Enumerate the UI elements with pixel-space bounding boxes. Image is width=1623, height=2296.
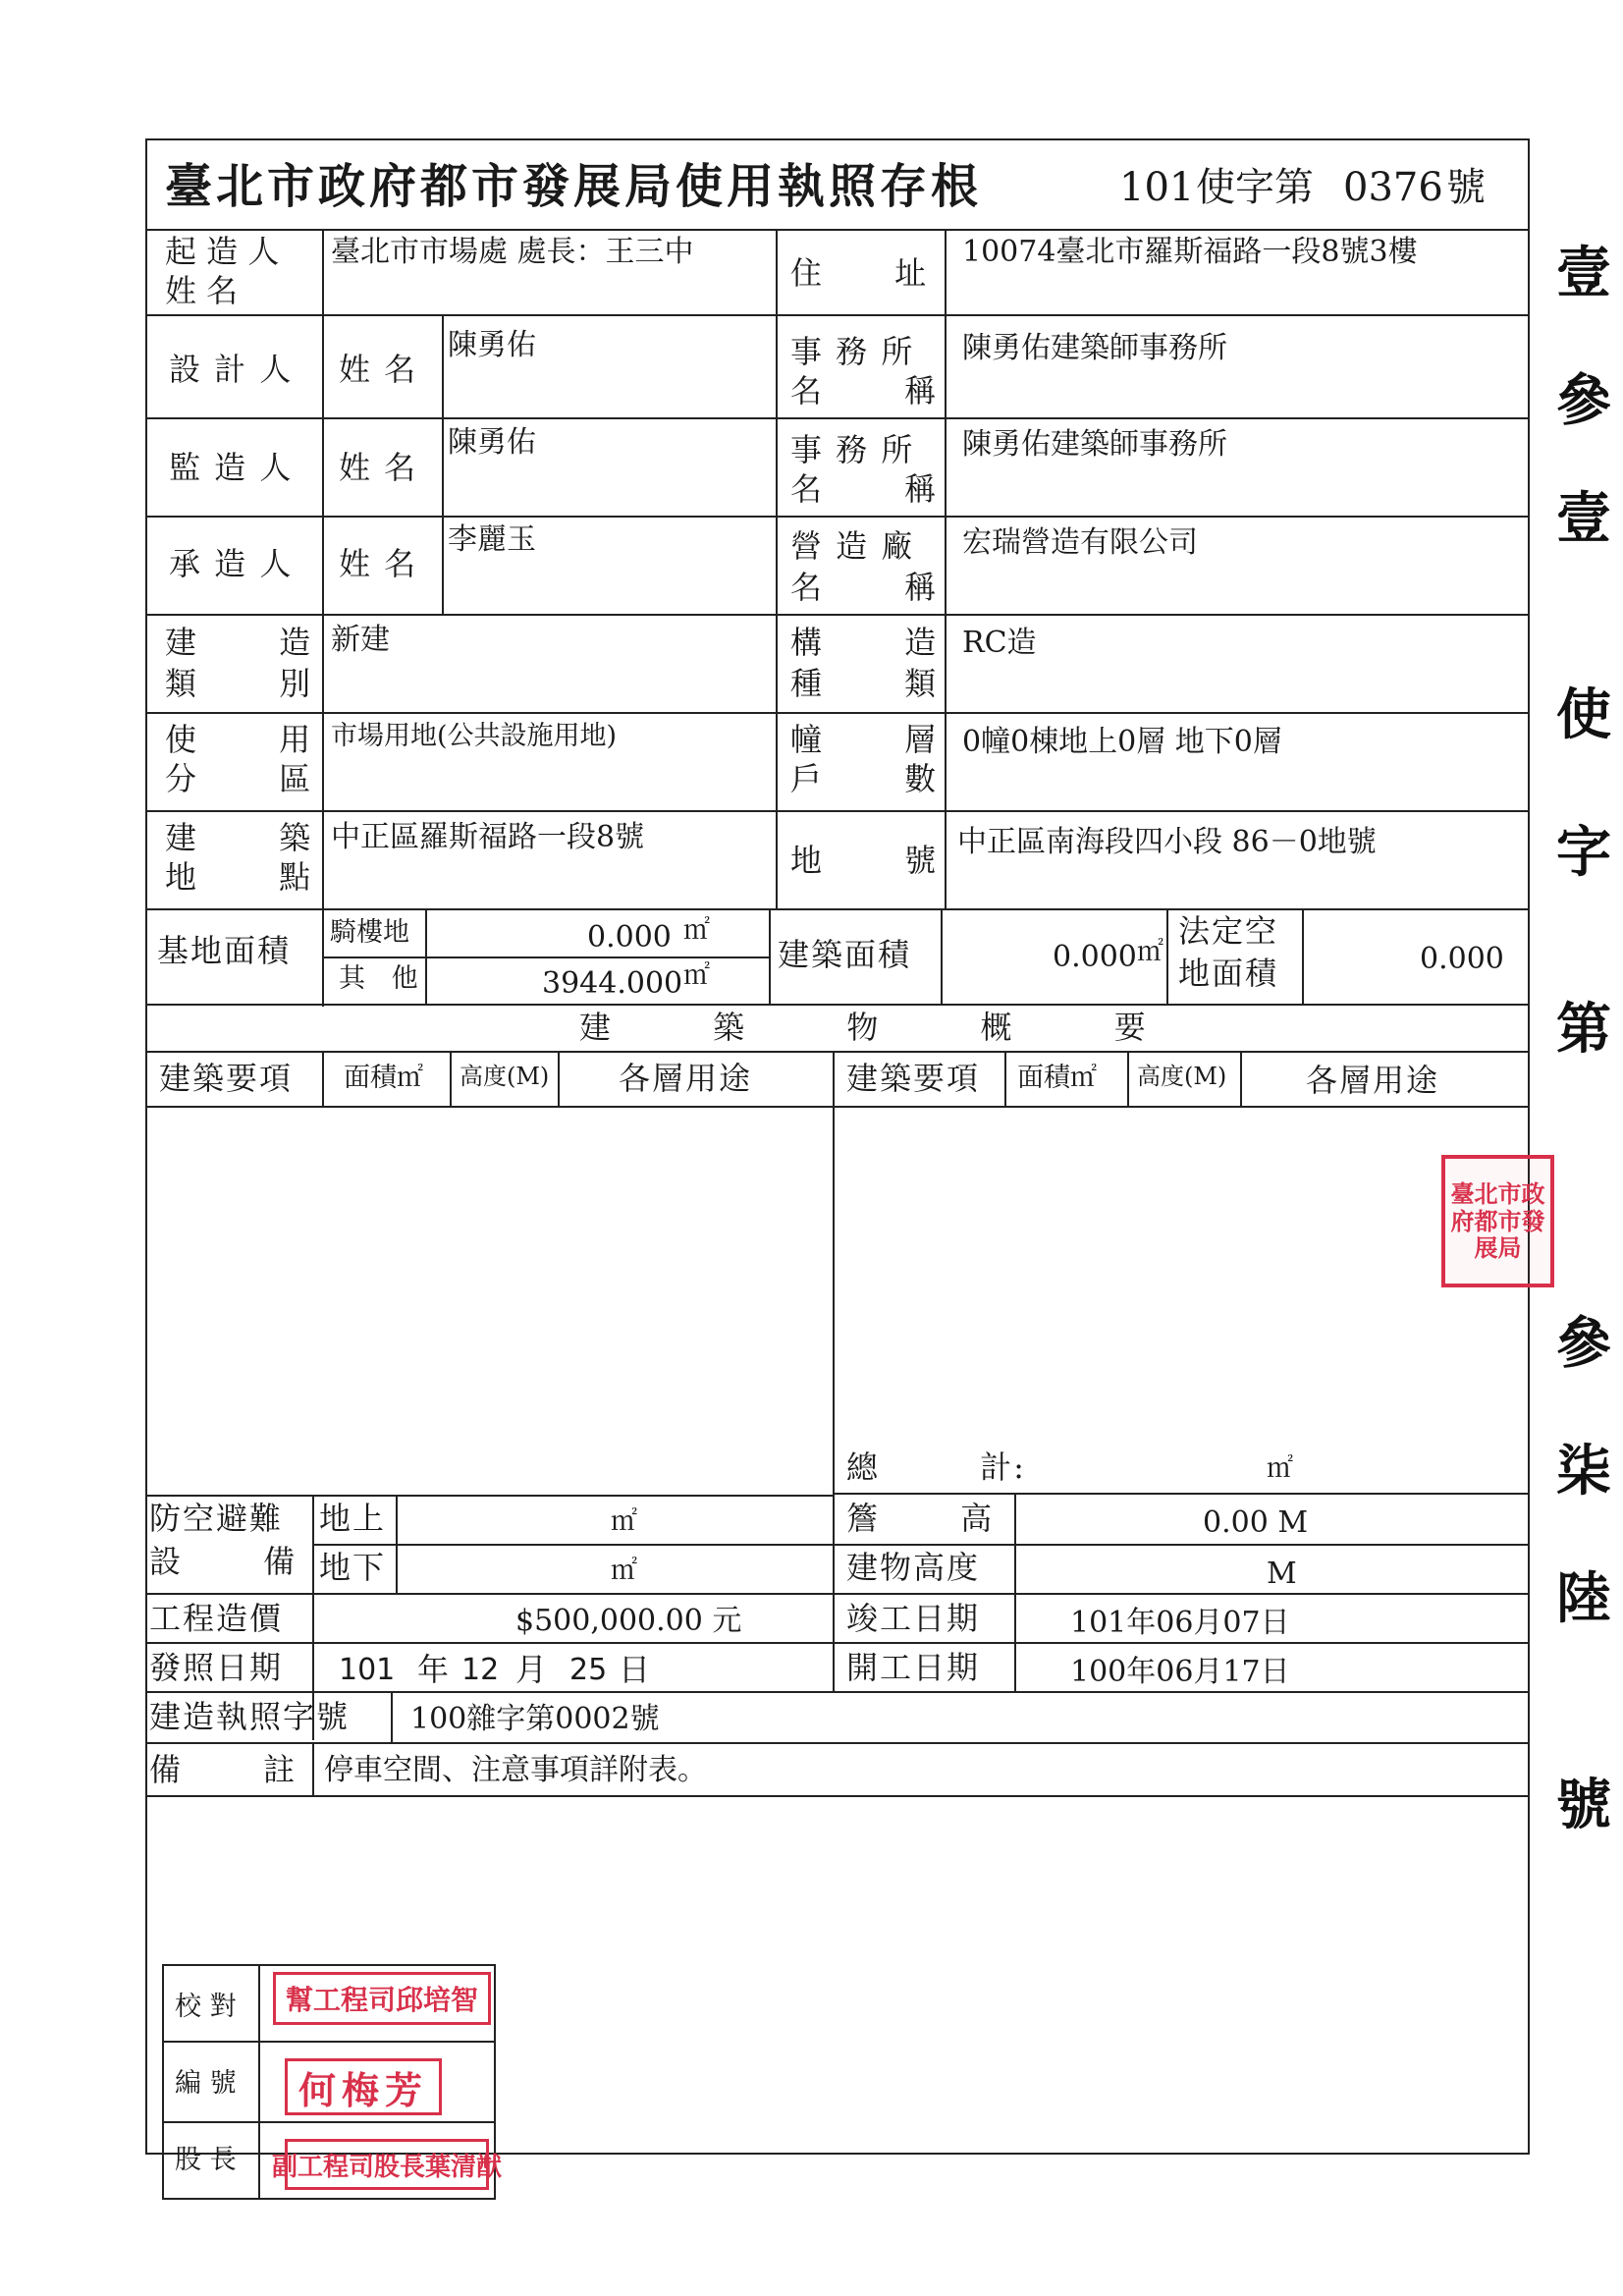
issue-day-unit: 日 — [619, 1651, 653, 1688]
row-divider — [145, 1106, 1530, 1108]
permit-number-value: 100雜字第0002號 — [410, 1702, 660, 1736]
structure-label-2: 種 類 — [790, 665, 939, 702]
row-divider — [145, 1051, 1530, 1053]
designer-name-label: 姓 名 — [339, 351, 418, 388]
permit-year: 101 — [1119, 165, 1195, 210]
col-height-right: 高度(M) — [1137, 1063, 1227, 1090]
official-seal: 臺北市政府都市發展局 — [1441, 1155, 1554, 1287]
row-divider — [145, 712, 1530, 714]
col-use-right: 各層用途 — [1306, 1062, 1440, 1099]
structure-value: RC造 — [962, 626, 1037, 660]
row-divider — [145, 614, 1530, 616]
issue-year: 101 — [339, 1653, 396, 1687]
row-divider — [162, 2041, 496, 2043]
supervisor-office-label-2: 名 稱 — [790, 470, 939, 508]
col-divider — [558, 1051, 560, 1106]
row-divider — [145, 810, 1530, 812]
row-divider — [833, 1493, 1530, 1495]
contractor-label: 承 造 人 — [169, 545, 294, 582]
lot-label: 地 號 — [790, 842, 939, 879]
eave-value: 0.00 M — [1203, 1505, 1309, 1540]
col-height-left: 高度(M) — [460, 1063, 550, 1090]
col-divider — [833, 1051, 835, 1691]
contractor-firm: 宏瑞營造有限公司 — [962, 525, 1198, 560]
location-label-2: 地 點 — [165, 858, 313, 896]
edge-char: 參 — [1556, 368, 1611, 433]
form-title: 臺北市政府都市發展局使用執照存根 — [165, 159, 983, 214]
cost-label: 工程造價 — [149, 1600, 284, 1637]
stamp-chief: 副工程司股長葉清猷 — [285, 2139, 489, 2190]
location-value: 中正區羅斯福路一段8號 — [331, 820, 645, 854]
arcade-label: 騎樓地 — [330, 917, 409, 948]
edge-char: 字 — [1556, 820, 1611, 885]
arcade-value: 0.000 — [587, 920, 672, 955]
note-value: 停車空間、注意事項詳附表。 — [324, 1753, 707, 1787]
applicant-value: 臺北市市場處 處長：王三中 — [331, 235, 694, 269]
edge-char: 號 — [1556, 1773, 1611, 1837]
permit-number-label: 建造執照字號 — [149, 1698, 351, 1735]
approval-label-number: 編 號 — [175, 2068, 237, 2099]
zoning-label: 使 用 — [165, 721, 313, 758]
edge-char: 壹 — [1556, 486, 1611, 551]
building-area-label: 建築面積 — [778, 936, 912, 973]
location-label: 建 築 — [165, 819, 313, 856]
col-divider — [1004, 1051, 1006, 1106]
contractor-firm-label-2: 名 稱 — [790, 569, 939, 606]
row-divider — [145, 1004, 1530, 1006]
row-divider — [145, 1795, 1530, 1797]
stamp-checker: 幫工程司邱培智 — [273, 1972, 491, 2025]
col-divider — [769, 908, 771, 1004]
floors-label-2: 戶 數 — [790, 760, 939, 797]
supervisor-name: 陳勇佑 — [448, 425, 536, 460]
contractor-name-label: 姓 名 — [339, 545, 418, 582]
col-divider — [442, 314, 444, 614]
edge-char: 柒 — [1556, 1439, 1611, 1503]
address-label: 住 址 — [790, 254, 929, 292]
applicant-label-2: 姓 名 — [165, 272, 239, 309]
col-item-left: 建築要項 — [159, 1060, 294, 1097]
build-type-label: 建 造 — [165, 624, 313, 661]
issue-year-unit: 年 — [417, 1651, 452, 1688]
zoning-label-2: 分 區 — [165, 760, 313, 797]
edge-char: 使 — [1556, 683, 1611, 747]
build-type-label-2: 類 別 — [165, 665, 313, 702]
col-divider — [322, 1051, 324, 1106]
start-label: 開工日期 — [846, 1649, 981, 1686]
floors-value: 0幢0棟地上0層 地下0層 — [962, 725, 1282, 759]
col-divider — [322, 229, 324, 1007]
approval-label-check: 校 對 — [175, 1992, 237, 2022]
other-label: 其 他 — [339, 963, 418, 994]
site-area-label: 基地面積 — [157, 932, 292, 969]
col-divider — [425, 908, 427, 1004]
col-divider — [1302, 908, 1304, 1004]
total-unit: ㎡ — [1267, 1453, 1293, 1484]
completion-label: 竣工日期 — [846, 1600, 981, 1637]
start-value: 100年06月17日 — [1070, 1655, 1290, 1689]
building-height-label: 建物高度 — [846, 1549, 981, 1586]
issue-month: 12 — [461, 1653, 500, 1687]
supervisor-label: 監 造 人 — [169, 449, 294, 486]
col-divider — [1127, 1051, 1129, 1106]
shelter-label: 防空避難 — [149, 1500, 284, 1537]
supervisor-name-label: 姓 名 — [339, 449, 418, 486]
stamp-numberer: 何梅芳 — [285, 2058, 442, 2115]
total-label: 總 計: — [846, 1449, 1026, 1486]
row-divider — [312, 1544, 1530, 1546]
shelter-above-unit: ㎡ — [611, 1506, 637, 1537]
cost-value: $500,000.00 元 — [515, 1604, 742, 1638]
issue-date-label: 發照日期 — [149, 1649, 284, 1686]
approval-label-chief: 股 長 — [175, 2145, 237, 2175]
row-divider — [145, 1495, 833, 1497]
zoning-value: 市場用地(公共設施用地) — [331, 721, 618, 751]
col-divider — [312, 1742, 314, 1795]
col-divider — [776, 229, 778, 908]
row-divider — [145, 516, 1530, 518]
col-use-left: 各層用途 — [619, 1060, 753, 1097]
applicant-label: 起 造 人 — [165, 233, 280, 270]
col-divider — [945, 229, 947, 908]
building-height-value: M — [1267, 1557, 1297, 1591]
col-divider — [1166, 908, 1168, 1004]
row-divider — [145, 1742, 1530, 1744]
eave-label: 簷 高 — [846, 1500, 995, 1537]
designer-name: 陳勇佑 — [448, 328, 536, 362]
address-value: 10074臺北市羅斯福路一段8號3樓 — [962, 235, 1418, 269]
summary-heading: 建 築 物 概 要 — [579, 1009, 1148, 1046]
open-space-label-2: 地面積 — [1178, 955, 1279, 992]
building-area-unit: ㎡ — [1137, 937, 1163, 967]
col-area-left: 面積㎡ — [344, 1063, 423, 1093]
row-divider — [162, 2121, 496, 2123]
col-divider — [396, 1495, 398, 1593]
permit-suffix: 號 — [1446, 165, 1486, 210]
col-divider — [450, 1051, 452, 1106]
contractor-name: 李麗玉 — [448, 522, 536, 557]
row-divider — [145, 229, 1530, 231]
designer-label: 設 計 人 — [169, 351, 294, 388]
permit-number: 0376 — [1343, 165, 1443, 210]
row-divider — [145, 908, 1530, 910]
open-space-value: 0.000 — [1420, 942, 1504, 976]
shelter-above-label: 地上 — [319, 1500, 387, 1537]
col-divider — [258, 1964, 260, 2200]
issue-day: 25 — [569, 1653, 608, 1687]
supervisor-office: 陳勇佑建築師事務所 — [962, 427, 1227, 462]
row-divider — [322, 957, 769, 958]
shelter-below-unit: ㎡ — [611, 1556, 637, 1586]
designer-office-label-2: 名 稱 — [790, 372, 939, 410]
col-divider — [941, 908, 943, 1004]
open-space-label: 法定空 — [1178, 912, 1279, 950]
edge-char: 壹 — [1556, 241, 1611, 305]
edge-char: 第 — [1556, 997, 1611, 1062]
col-item-right: 建築要項 — [846, 1060, 981, 1097]
designer-office-label: 事 務 所 — [790, 333, 915, 370]
col-divider — [1014, 1495, 1016, 1691]
lot-value: 中正區南海段四小段 86－0地號 — [957, 825, 1377, 859]
floors-label: 幢 層 — [790, 721, 939, 758]
shelter-label-2: 設 備 — [149, 1543, 298, 1580]
shelter-below-label: 地下 — [319, 1549, 387, 1586]
contractor-firm-label: 營 造 廠 — [790, 527, 915, 565]
structure-label: 構 造 — [790, 624, 939, 661]
row-divider — [145, 1593, 1530, 1595]
issue-month-unit: 月 — [515, 1651, 550, 1688]
col-area-right: 面積㎡ — [1017, 1063, 1097, 1093]
row-divider — [145, 314, 1530, 316]
edge-char: 陸 — [1556, 1566, 1611, 1631]
row-divider — [145, 1642, 1530, 1644]
designer-office: 陳勇佑建築師事務所 — [962, 331, 1227, 365]
arcade-unit: ㎡ — [683, 915, 710, 946]
completion-value: 101年06月07日 — [1070, 1606, 1290, 1640]
building-area-value: 0.000 — [1053, 940, 1137, 974]
col-divider — [1240, 1051, 1242, 1106]
note-label: 備 註 — [149, 1751, 298, 1788]
supervisor-office-label: 事 務 所 — [790, 431, 915, 468]
row-divider — [145, 1691, 1530, 1693]
build-type-value: 新建 — [331, 623, 390, 657]
col-divider — [391, 1691, 393, 1742]
other-value: 3944.000 — [542, 966, 683, 1001]
edge-char: 參 — [1556, 1311, 1611, 1376]
row-divider — [145, 417, 1530, 419]
permit-char: 使字第 — [1196, 165, 1314, 210]
other-unit: ㎡ — [683, 960, 710, 991]
